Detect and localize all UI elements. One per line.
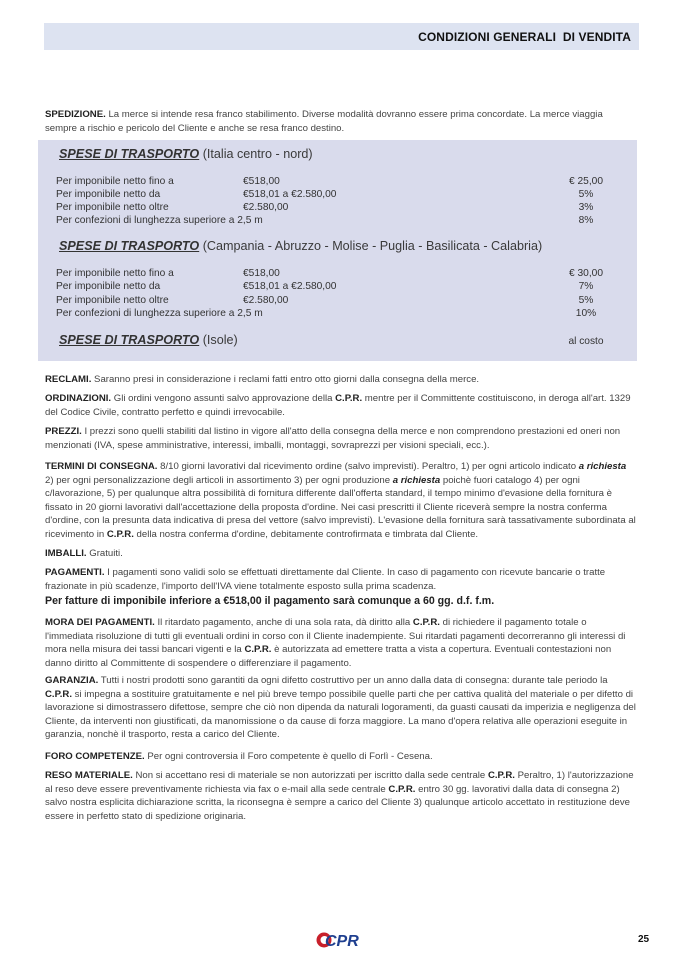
termini-label: TERMINI DI CONSEGNA. (45, 461, 158, 472)
shipping-heading-sud (59, 239, 542, 253)
page-title: CONDIZIONI GENERALI DI VENDITA (418, 30, 631, 44)
shipping-row (38, 295, 637, 308)
pagamenti-label: PAGAMENTI. (45, 567, 105, 578)
row-value: 5% (578, 189, 594, 200)
cpr-logo (316, 929, 370, 951)
reso-text: Peraltro, 1) l'autorizzazione al reso deve essere preventivamente richiesta via fax o e-mail alla sede centrale (45, 770, 634, 795)
prezzi-label: PREZZI. (45, 426, 82, 437)
row-label: Per imponibile netto oltre (56, 295, 169, 306)
row-amount: €2.580,00 (243, 295, 289, 306)
termini-text: della nostra conferma d'ordine, debitamente controfirmata e timbrata dal Cliente. (133, 528, 479, 540)
shipping-row (38, 202, 637, 215)
ordinazioni-text: Gli ordini vengono assunti salvo approvazione della (111, 393, 336, 404)
shipping-row (38, 308, 637, 321)
row-value: 10% (575, 308, 597, 319)
header-bar (44, 23, 639, 50)
row-label: Per imponibile netto fino a (56, 268, 174, 279)
reso-text: Non si accettano resi di materiale se non autorizzati per iscritto dalla sede centrale (132, 770, 488, 781)
shipping-keyword: SPESE DI TRASPORTO (59, 239, 200, 253)
reso-paragraph (45, 769, 637, 823)
spedizione-label: SPEDIZIONE. (45, 109, 106, 120)
shipping-row (38, 336, 637, 349)
mora-text: è autorizzata ad emettere tratta a vista a copertura. Eventuali contestazioni non danno diritto al Committente di sospendere o differenziare il pagamento. (45, 644, 612, 669)
imballi-text: Gratuiti. (86, 548, 123, 559)
reso-label: RESO MATERIALE. (45, 770, 133, 781)
shipping-heading-centro-nord (59, 147, 313, 161)
reclami-text: Saranno presi in considerazione i reclami fatti entro otto giorni dalla consegna della merce. (91, 374, 480, 385)
a-richiesta-emphasis: a richiesta (392, 474, 441, 486)
row-value: 8% (578, 215, 594, 226)
imballi-paragraph (45, 547, 637, 561)
mora-label: MORA DEI PAGAMENTI. (45, 617, 155, 628)
mora-text: di richiedere il pagamento totale o l'immediata risoluzione di tutti gli eventuali ordini in corso con il Cliente inadempiente. Sui ritardati pagamenti decorreranno gli interessi di mora nella misura dei tassi bancari vigenti e la (45, 617, 626, 656)
shipping-row (38, 268, 637, 281)
cpr-name: C.P.R. (388, 783, 416, 795)
cpr-name: C.P.R. (244, 644, 272, 656)
foro-label: FORO COMPETENZE. (45, 751, 145, 762)
prezzi-text: I prezzi sono quelli stabiliti dal listino in vigore all'atto della consegna della merce e non comprendono prestazioni ed oneri non menzionati (IVA, spese amministrative, interessi, imballi, montaggi, sovraprezzi per visioni speciali, ecc.). (45, 426, 621, 451)
row-label: Per imponibile netto da (56, 281, 161, 292)
imballi-label: IMBALLI. (45, 548, 87, 559)
prezzi-paragraph (45, 425, 637, 452)
garanzia-label: GARANZIA. (45, 675, 99, 686)
row-amount: €518,01 a €2.580,00 (243, 189, 337, 200)
foro-text: Per ogni controversia il Foro competente è quello di Forlì - Cesena. (144, 751, 433, 762)
row-label: Per imponibile netto oltre (56, 202, 169, 213)
shipping-keyword: SPESE DI TRASPORTO (59, 333, 200, 347)
shipping-costs-box (38, 140, 637, 361)
row-value: al costo (568, 336, 604, 347)
garanzia-paragraph (45, 674, 637, 742)
row-value: € 25,00 (569, 176, 603, 187)
shipping-region: (Campania - Abruzzo - Molise - Puglia - Basilicata - Calabria) (202, 239, 543, 253)
cpr-name: C.P.R. (45, 688, 73, 700)
pagamenti-text: I pagamenti sono validi solo se effettuati direttamente dal Cliente. In caso di pagamento con ricevute bancarie o tratte frazionate in più scadenze, l'importo dell'IVA viene totalmente esposto sulla prima scadenza. (45, 567, 606, 592)
spedizione-text: La merce si intende resa franco stabilimento. Diverse modalità dovranno essere prima concordate. La merce viaggia sempre a rischio e pericolo del Cliente e anche se resa franco destino. (45, 109, 603, 134)
reclami-label: RECLAMI. (45, 374, 92, 385)
row-amount: €2.580,00 (243, 202, 289, 213)
row-label: Per confezioni di lunghezza superiore a 2,5 m (56, 308, 263, 319)
foro-paragraph (45, 750, 637, 764)
row-value: 5% (578, 295, 594, 306)
garanzia-text: Tutti i nostri prodotti sono garantiti da ogni difetto costruttivo per un anno dalla data di consegna: durante tale periodo la (98, 675, 608, 686)
cpr-name: C.P.R. (487, 770, 515, 781)
shipping-row (38, 189, 637, 202)
row-amount: €518,00 (243, 176, 280, 187)
row-amount: €518,00 (243, 268, 280, 279)
termini-text: 8/10 giorni lavorativi dal ricevimento ordine (salvo imprevisti). Peraltro, 1) per ogni articolo indicato (157, 461, 579, 472)
reclami-paragraph (45, 373, 637, 387)
shipping-region: (Isole) (202, 333, 238, 347)
termini-text: poichè fuori catalogo 4) per ogni c/lavorazione, 5) per qualunque altra possibilità di fornitura differente dall'offerta standard, il tempo minimo d'evasione della fornitura è fissato in 20 giorni lavorativi dall'accettazione della proposta d'ordine. Nei casi prescritti il Cliente riceverà sempre la nostra conferma d'ordine, con la presunta data indicativa di presa del vettore (salvo imprevisti). L'evasione della fornitura sarà tassativamente subordinata al ricevimento in (45, 474, 636, 540)
shipping-row (38, 215, 637, 228)
logo-text: CPR (325, 933, 359, 950)
termini-paragraph (45, 460, 637, 542)
shipping-region: (Italia centro - nord) (202, 147, 313, 161)
ordinazioni-text: mentre per il Committente costituiscono, in deroga all'art. 1329 del Codice Civile, contratto perfetto e quindi irrevocabile. (45, 393, 631, 418)
shipping-keyword: SPESE DI TRASPORTO (59, 147, 200, 161)
row-label: Per imponibile netto da (56, 189, 161, 200)
mora-text: Il ritardato pagamento, anche di una sola rata, dà diritto alla (154, 617, 413, 628)
row-label: Per confezioni di lunghezza superiore a 2,5 m (56, 215, 263, 226)
ordinazioni-paragraph (45, 392, 637, 419)
a-richiesta-emphasis: a richiesta (578, 461, 627, 472)
spedizione-paragraph (45, 108, 637, 135)
cpr-name: C.P.R. (412, 617, 440, 628)
reso-text: entro 30 gg. lavorativi dalla data di consegna 2) salvo nostra esplicita dichiarazione scritta, la riconsegna è sempre a carico del Cliente 3) qualunque articolo accettato in restituzione deve essere in perfetto stato di spedizione originaria. (45, 783, 631, 822)
shipping-row (38, 281, 637, 294)
termini-text: 2) per ogni personalizzazione degli articoli in assortimento 3) per ogni produzione (45, 474, 393, 486)
row-amount: €518,01 a €2.580,00 (243, 281, 337, 292)
row-label: Per imponibile netto fino a (56, 176, 174, 187)
ordinazioni-label: ORDINAZIONI. (45, 393, 112, 404)
pagamenti-paragraph (45, 566, 637, 593)
mora-paragraph (45, 616, 637, 670)
payment-note: Per fatture di imponibile inferiore a €518,00 il pagamento sarà comunque a 60 gg. d.f. f.m. (45, 595, 495, 607)
page-number: 25 (638, 934, 650, 945)
shipping-row (38, 176, 637, 189)
row-value: 7% (578, 281, 594, 292)
cpr-name: C.P.R. (106, 528, 134, 540)
row-value: 3% (578, 202, 594, 213)
cpr-name: C.P.R. (335, 393, 363, 404)
garanzia-text: si impegna a sostituire gratuitamente e nel più breve tempo possibile quelle parti che per cattiva qualità del materiale o per difetto di lavorazione si dimostrassero difettose, sempre che ciò non dipenda da naturali logoramenti, da guasti causati da imperizia e negligenza del Cliente, da interventi non giustificati, da manomissione o da cause di forza maggiore. La mano d'opera relativa alle operazioni eseguite in garanzia, nonchè il trasporto, resta a carico del Cliente. (45, 688, 636, 741)
row-value: € 30,00 (569, 268, 603, 279)
